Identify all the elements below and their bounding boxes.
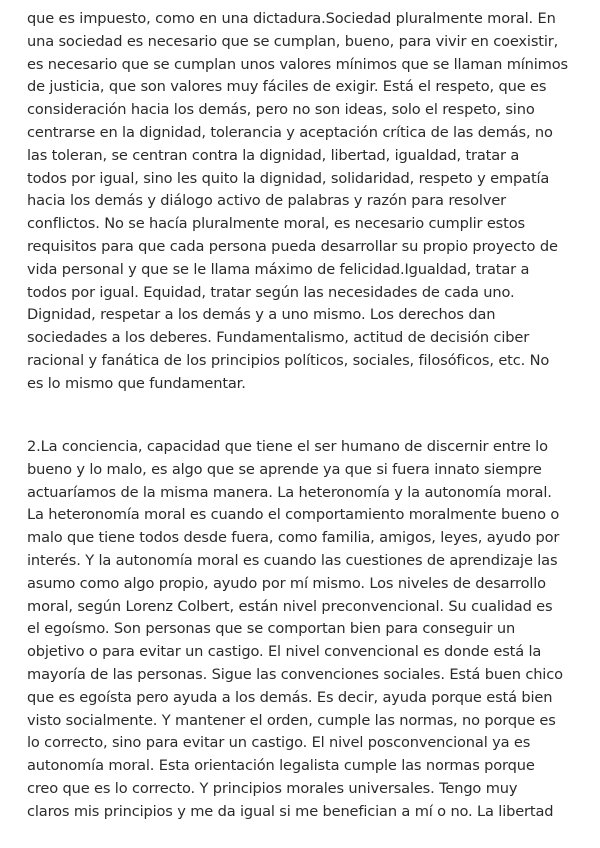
text-line: autonomía moral. Esta orientación legalista cumple las normas porque: [27, 757, 535, 775]
text-line: es lo mismo que fundamentar.: [27, 374, 246, 392]
text-line: lo correcto, sino para evitar un castigo. El nivel posconvencional ya es: [27, 734, 531, 752]
text-line: moral, según Lorenz Colbert, están nivel preconvencional. Su cualidad es: [27, 597, 553, 615]
text-line: hacia los demás y diálogo activo de palabras y razón para resolver: [27, 192, 506, 210]
text-line: asumo como algo propio, ayudo por mí mismo. Los niveles de desarrollo: [27, 574, 546, 592]
text-line: centrarse en la dignidad, tolerancia y aceptación crítica de las demás, no: [27, 123, 553, 141]
text-line: conflictos. No se hacía pluralmente moral, es necesario cumplir estos: [27, 215, 525, 233]
text-line: que es impuesto, como en una dictadura.Sociedad pluralmente moral. En: [27, 10, 556, 27]
text-line: que es egoísta pero ayuda a los demás. Es decir, ayuda porque está bien: [27, 688, 553, 706]
text-line: consideración hacia los demás, pero no son ideas, solo el respeto, sino: [27, 101, 535, 119]
text-line: requisitos para que cada persona pueda desarrollar su propio proyecto de: [27, 237, 558, 255]
text-line: Dignidad, respetar a los demás y a uno mismo. Los derechos dan: [27, 306, 496, 324]
text-line: es necesario que se cumplan unos valores mínimos que se llaman mínimos: [27, 55, 568, 73]
text-line: sociedades a los deberes. Fundamentalismo, actitud de decisión ciber: [27, 329, 530, 347]
text-line: una sociedad es necesario que se cumplan, bueno, para vivir en coexistir,: [27, 32, 559, 50]
text-line: creo que es lo correcto. Y principios morales universales. Tengo muy: [27, 779, 518, 797]
text-line: La heteronomía moral es cuando el comportamiento moralmente bueno o: [27, 506, 560, 524]
text-line: claros mis principios y me da igual si me benefician a mí o no. La libertad: [27, 802, 554, 820]
text-line: actuaríamos de la misma manera. La heteronomía y la autonomía moral.: [27, 483, 552, 501]
text-line: vida personal y que se le llama máximo de felicidad.Igualdad, tratar a: [27, 260, 530, 278]
text-line: de justicia, que son valores muy fáciles de exigir. Está el respeto, que es: [27, 78, 547, 96]
text-line: 2.La conciencia, capacidad que tiene el ser humano de discernir entre lo: [27, 438, 548, 455]
text-line: el egoísmo. Son personas que se comportan bien para conseguir un: [27, 620, 516, 638]
text-line: interés. Y la autonomía moral es cuando las cuestiones de aprendizaje las: [27, 551, 558, 569]
text-line: visto socialmente. Y mantener el orden, cumple las normas, no porque es: [27, 711, 556, 729]
text-line: objetivo o para evitar un castigo. El nivel convencional es donde está la: [27, 643, 542, 661]
text-line: todos por igual. Equidad, tratar según las necesidades de cada uno.: [27, 283, 515, 301]
text-line: todos por igual, sino les quito la dignidad, solidaridad, respeto y empatía: [27, 169, 550, 187]
paragraph-sociedad-pluralmente-moral: [27, 8, 587, 396]
text-line: racional y fanática de los principios políticos, sociales, filosóficos, etc. No: [27, 351, 550, 369]
text-line: las toleran, se centran contra la dignidad, libertad, igualdad, tratar a: [27, 146, 520, 164]
text-line: malo que tiene todos desde fuera, como familia, amigos, leyes, ayudo por: [27, 529, 560, 547]
text-line: bueno y lo malo, es algo que se aprende ya que si fuera innato siempre: [27, 460, 542, 478]
text-line: mayoría de las personas. Sigue las convenciones sociales. Está buen chico: [27, 665, 563, 683]
paragraph-la-conciencia: [27, 436, 587, 824]
